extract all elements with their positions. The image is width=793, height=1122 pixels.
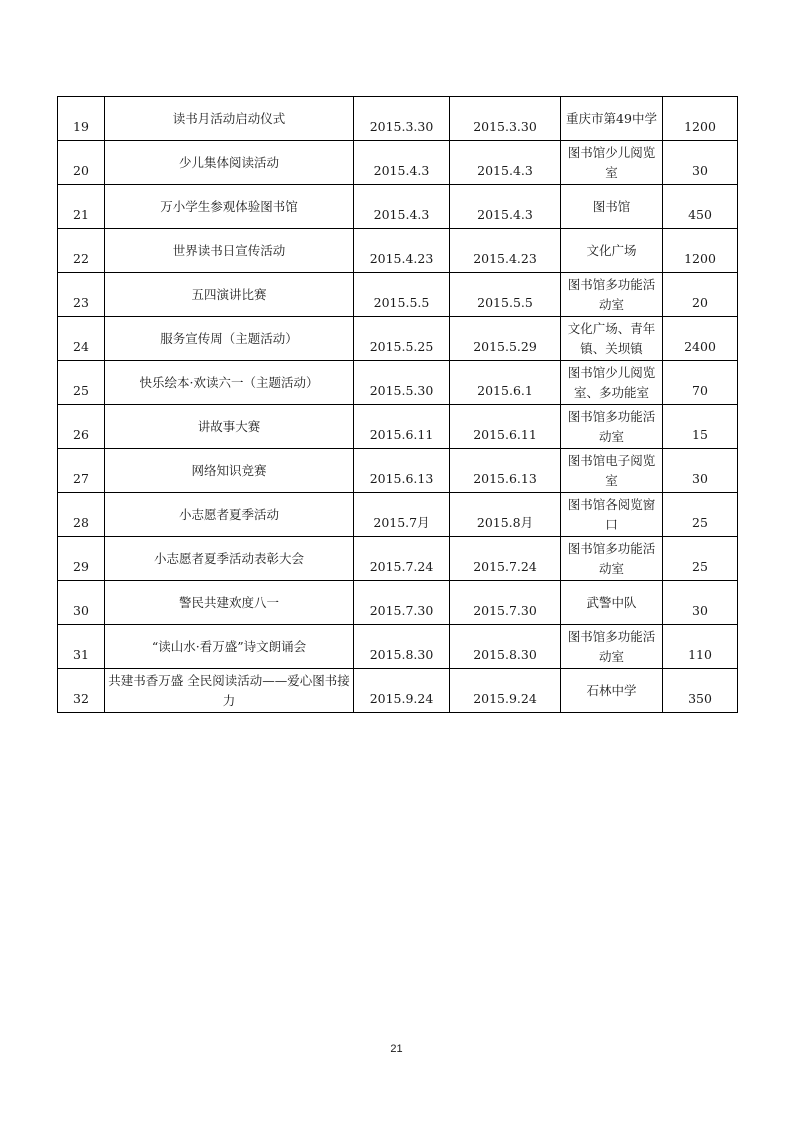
cell-activity-name-text: “读山水·看万盛”诗文朗诵会 [151, 638, 307, 654]
cell-end-date [450, 493, 561, 537]
cell-venue [561, 581, 663, 625]
cell-venue [561, 669, 663, 713]
cell-start-date [354, 493, 450, 537]
cell-participants [663, 405, 738, 449]
cell-end-date [450, 361, 561, 405]
cell-number [58, 625, 105, 669]
cell-number-text: 31 [73, 647, 89, 662]
cell-venue-text: 文化广场、青年镇、关坝镇 [567, 320, 656, 356]
cell-activity-name [105, 449, 354, 493]
cell-start-date [354, 185, 450, 229]
cell-venue [561, 493, 663, 537]
cell-number [58, 669, 105, 713]
cell-end-date [450, 273, 561, 317]
cell-activity-name [105, 581, 354, 625]
cell-activity-name [105, 229, 354, 273]
cell-participants [663, 669, 738, 713]
cell-start-date [354, 537, 450, 581]
cell-number [58, 141, 105, 185]
table-row [58, 97, 738, 141]
cell-number-text: 30 [73, 603, 89, 618]
cell-end-date-text: 2015.7.24 [473, 559, 537, 574]
cell-start-date [354, 581, 450, 625]
cell-start-date [354, 141, 450, 185]
cell-number [58, 273, 105, 317]
cell-start-date-text: 2015.5.30 [369, 383, 434, 398]
cell-activity-name-text: 少儿集体阅读活动 [178, 154, 279, 170]
cell-start-date-text: 2015.5.5 [373, 295, 430, 310]
cell-venue [561, 185, 663, 229]
cell-participants [663, 449, 738, 493]
cell-start-date [354, 97, 450, 141]
cell-start-date-text: 2015.8.30 [369, 647, 434, 662]
cell-participants-text: 25 [692, 559, 708, 574]
cell-number-text: 25 [73, 383, 89, 398]
cell-participants-text: 30 [692, 603, 708, 618]
cell-end-date-text: 2015.7.30 [473, 603, 537, 618]
cell-start-date-text: 2015.3.30 [369, 119, 434, 134]
cell-activity-name-text: 警民共建欢度八一 [178, 594, 279, 610]
cell-venue [561, 361, 663, 405]
cell-activity-name [105, 185, 354, 229]
cell-participants [663, 273, 738, 317]
cell-number [58, 449, 105, 493]
cell-activity-name-text: 网络知识竞赛 [191, 462, 267, 478]
cell-end-date-text: 2015.8月 [476, 515, 534, 530]
cell-participants [663, 537, 738, 581]
cell-activity-name-text: 讲故事大赛 [197, 418, 261, 434]
cell-venue-text: 图书馆各阅览窗口 [567, 496, 656, 532]
cell-end-date [450, 405, 561, 449]
cell-start-date [354, 449, 450, 493]
cell-number-text: 20 [73, 163, 89, 178]
page-number: 21 [390, 1043, 403, 1055]
cell-participants-text: 30 [692, 163, 708, 178]
cell-number-text: 28 [73, 515, 89, 530]
cell-start-date-text: 2015.9.24 [369, 691, 434, 706]
table-row [58, 185, 738, 229]
cell-start-date-text: 2015.7.30 [369, 603, 434, 618]
cell-activity-name [105, 625, 354, 669]
cell-activity-name [105, 669, 354, 713]
cell-start-date [354, 317, 450, 361]
cell-start-date [354, 273, 450, 317]
cell-participants-text: 1200 [684, 251, 716, 266]
cell-number [58, 317, 105, 361]
cell-number [58, 361, 105, 405]
cell-activity-name [105, 537, 354, 581]
cell-number-text: 21 [73, 207, 89, 222]
table-row [58, 493, 738, 537]
table-row [58, 229, 738, 273]
cell-end-date [450, 669, 561, 713]
cell-end-date [450, 97, 561, 141]
cell-end-date [450, 229, 561, 273]
table-row [58, 537, 738, 581]
cell-number [58, 493, 105, 537]
cell-participants [663, 361, 738, 405]
cell-venue [561, 317, 663, 361]
cell-start-date [354, 229, 450, 273]
cell-participants [663, 581, 738, 625]
cell-activity-name-text: 小志愿者夏季活动 [178, 506, 279, 522]
cell-start-date-text: 2015.5.25 [369, 339, 434, 354]
cell-activity-name [105, 273, 354, 317]
cell-number [58, 537, 105, 581]
cell-participants-text: 450 [688, 207, 712, 222]
cell-venue-text: 文化广场 [586, 242, 637, 258]
cell-participants [663, 625, 738, 669]
cell-end-date [450, 141, 561, 185]
cell-start-date [354, 361, 450, 405]
cell-end-date-text: 2015.8.30 [473, 647, 537, 662]
cell-number-text: 22 [73, 251, 89, 266]
cell-participants [663, 185, 738, 229]
cell-venue [561, 449, 663, 493]
cell-venue-text: 石林中学 [586, 682, 637, 698]
cell-end-date-text: 2015.4.3 [477, 207, 533, 222]
table-row [58, 581, 738, 625]
cell-start-date-text: 2015.7.24 [369, 559, 434, 574]
cell-end-date-text: 2015.3.30 [473, 119, 537, 134]
cell-participants-text: 1200 [684, 119, 716, 134]
table-row [58, 141, 738, 185]
cell-end-date-text: 2015.4.3 [477, 163, 533, 178]
cell-end-date [450, 537, 561, 581]
cell-venue-text: 图书馆多功能活动室 [567, 628, 656, 664]
cell-number-text: 27 [73, 471, 89, 486]
cell-end-date-text: 2015.6.1 [477, 383, 533, 398]
cell-participants [663, 141, 738, 185]
cell-activity-name-text: 快乐绘本·欢读六一（主题活动） [139, 374, 319, 390]
cell-number [58, 97, 105, 141]
activity-table-body [58, 97, 738, 713]
cell-venue [561, 625, 663, 669]
cell-number-text: 24 [73, 339, 89, 354]
cell-activity-name-text: 服务宣传周（主题活动） [160, 330, 298, 346]
cell-activity-name-text: 小志愿者夏季活动表彰大会 [153, 550, 304, 566]
cell-participants [663, 317, 738, 361]
cell-number [58, 581, 105, 625]
table-row [58, 273, 738, 317]
cell-participants-text: 20 [692, 295, 708, 310]
cell-participants-text: 110 [688, 647, 712, 662]
cell-start-date-text: 2015.7月 [373, 515, 430, 530]
cell-number-text: 23 [73, 295, 89, 310]
cell-end-date [450, 317, 561, 361]
cell-participants [663, 493, 738, 537]
cell-start-date-text: 2015.6.11 [369, 427, 434, 442]
table-row [58, 669, 738, 713]
cell-end-date-text: 2015.4.23 [473, 251, 537, 266]
table-row [58, 361, 738, 405]
cell-number-text: 26 [73, 427, 89, 442]
cell-number-text: 19 [73, 119, 89, 134]
cell-venue-text: 图书馆少儿阅览室、多功能室 [567, 364, 656, 400]
cell-participants-text: 15 [692, 427, 708, 442]
cell-venue [561, 141, 663, 185]
cell-end-date [450, 449, 561, 493]
cell-start-date [354, 625, 450, 669]
cell-end-date-text: 2015.5.29 [473, 339, 537, 354]
activity-table [57, 96, 738, 713]
cell-venue [561, 97, 663, 141]
table-row [58, 317, 738, 361]
cell-number-text: 32 [73, 691, 89, 706]
cell-activity-name-text: 读书月活动启动仪式 [172, 110, 286, 126]
table-row [58, 449, 738, 493]
cell-end-date-text: 2015.9.24 [473, 691, 537, 706]
cell-activity-name [105, 493, 354, 537]
cell-number [58, 185, 105, 229]
cell-number [58, 405, 105, 449]
cell-activity-name-text: 共建书香万盛 全民阅读活动——爱心图书接力 [108, 672, 350, 708]
cell-venue [561, 229, 663, 273]
cell-participants-text: 30 [692, 471, 708, 486]
cell-start-date [354, 405, 450, 449]
cell-end-date-text: 2015.6.13 [473, 471, 537, 486]
cell-venue-text: 图书馆多功能活动室 [567, 408, 656, 444]
cell-end-date [450, 185, 561, 229]
cell-venue [561, 405, 663, 449]
cell-participants [663, 97, 738, 141]
cell-number [58, 229, 105, 273]
cell-number-text: 29 [73, 559, 89, 574]
table-row [58, 625, 738, 669]
cell-participants-text: 70 [692, 383, 708, 398]
cell-venue-text: 武警中队 [586, 594, 637, 610]
cell-activity-name-text: 万小学生参观体验图书馆 [160, 198, 298, 214]
cell-activity-name-text: 世界读书日宣传活动 [172, 242, 286, 258]
cell-activity-name [105, 405, 354, 449]
cell-participants-text: 25 [692, 515, 708, 530]
cell-end-date [450, 581, 561, 625]
cell-participants-text: 350 [688, 691, 712, 706]
cell-activity-name [105, 141, 354, 185]
cell-activity-name [105, 361, 354, 405]
cell-start-date-text: 2015.4.3 [373, 207, 430, 222]
cell-start-date-text: 2015.6.13 [369, 471, 434, 486]
cell-activity-name-text: 五四演讲比赛 [191, 286, 267, 302]
cell-venue [561, 273, 663, 317]
cell-venue-text: 图书馆少儿阅览室 [567, 144, 656, 180]
cell-start-date-text: 2015.4.3 [373, 163, 430, 178]
table-row [58, 405, 738, 449]
cell-venue-text: 图书馆 [592, 198, 631, 214]
cell-venue-text: 图书馆多功能活动室 [567, 540, 656, 576]
cell-activity-name [105, 317, 354, 361]
cell-start-date-text: 2015.4.23 [369, 251, 434, 266]
cell-end-date-text: 2015.5.5 [477, 295, 533, 310]
cell-activity-name [105, 97, 354, 141]
cell-end-date-text: 2015.6.11 [473, 427, 537, 442]
cell-venue [561, 537, 663, 581]
cell-end-date [450, 625, 561, 669]
cell-venue-text: 图书馆电子阅览室 [567, 452, 656, 488]
cell-venue-text: 重庆市第49中学 [566, 110, 657, 126]
cell-participants [663, 229, 738, 273]
cell-participants-text: 2400 [684, 339, 716, 354]
cell-venue-text: 图书馆多功能活动室 [567, 276, 656, 312]
cell-start-date [354, 669, 450, 713]
